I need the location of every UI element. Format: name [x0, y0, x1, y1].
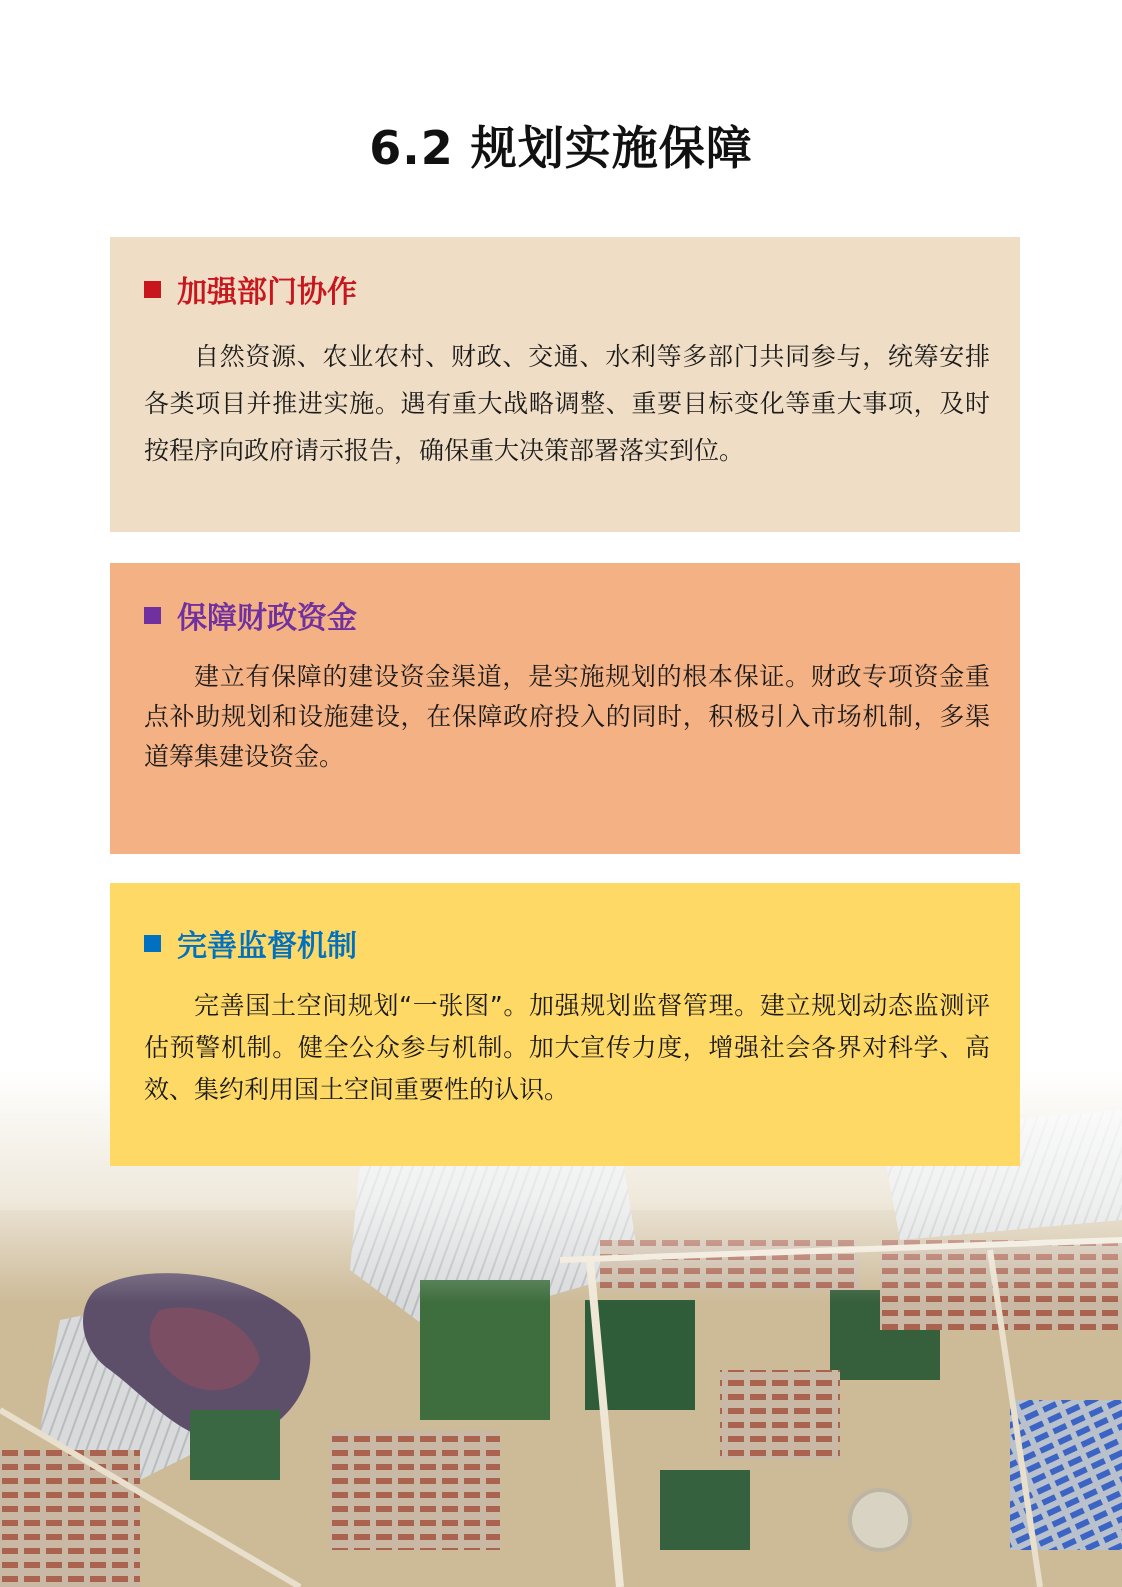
section-body: 自然资源、农业农村、财政、交通、水利等多部门共同参与，统筹安排各类项目并推进实施。遇有重大战略调整、重要目标变化等重大事项，及时按程序向政府请示报告，确保重大决策部署落实到位。 — [144, 342, 990, 465]
square-bullet-icon — [144, 281, 161, 298]
section-heading — [144, 593, 357, 637]
section-card-coordination — [110, 237, 1020, 532]
section-card-supervision — [110, 883, 1020, 1166]
section-body: 建立有保障的建设资金渠道，是实施规划的根本保证。财政专项资金重点补助规划和设施建设，在保障政府投入的同时，积极引入市场机制，多渠道筹集建设资金。 — [144, 662, 990, 771]
section-heading-text: 完善监督机制 — [177, 929, 357, 964]
section-heading — [144, 921, 357, 965]
square-bullet-icon — [144, 607, 161, 624]
section-heading-text: 加强部门协作 — [177, 275, 357, 310]
section-heading — [144, 267, 357, 311]
square-bullet-icon — [144, 935, 161, 952]
section-body: 完善国土空间规划“一张图”。加强规划监督管理。建立规划动态监测评估预警机制。健全公众参与机制。加大宣传力度，增强社会各界对科学、高效、集约利用国土空间重要性的认识。 — [144, 991, 990, 1104]
section-card-funding — [110, 563, 1020, 854]
page-title: 6.2 规划实施保障 — [369, 121, 753, 175]
section-heading-text: 保障财政资金 — [177, 601, 357, 636]
